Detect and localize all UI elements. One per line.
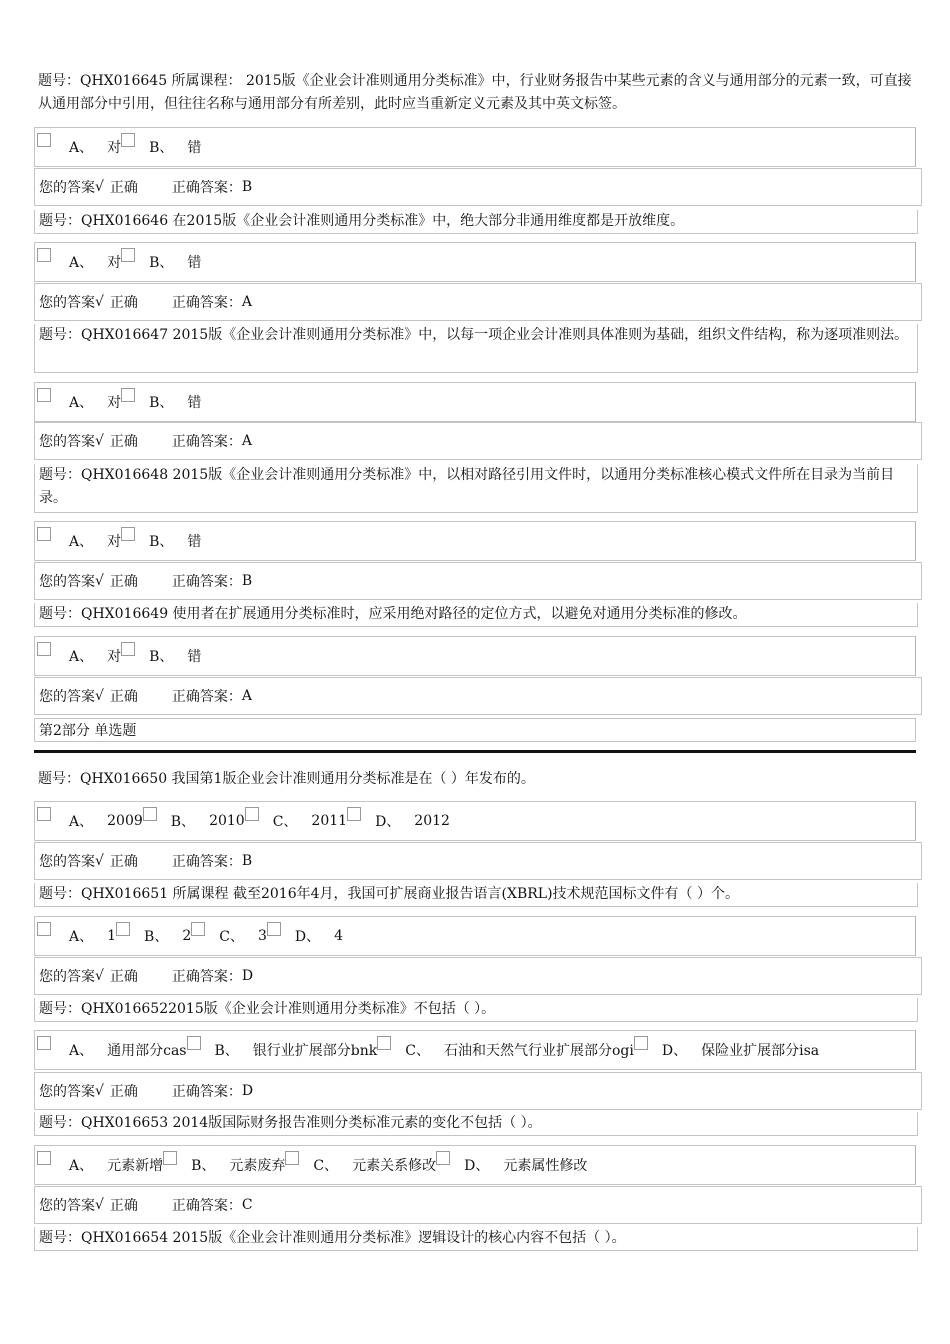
option-row: A、 对 B、 错 bbox=[34, 242, 916, 282]
answer-row: 您的答案 √ 正确 正确答案： A bbox=[34, 677, 922, 715]
section-title: 第2部分 单选题 bbox=[34, 718, 916, 742]
option-checkbox[interactable] bbox=[285, 1151, 299, 1165]
option-checkbox[interactable] bbox=[121, 248, 135, 262]
option-checkbox[interactable] bbox=[37, 922, 51, 936]
option-row: A、 对 B、 错 bbox=[34, 636, 916, 676]
option-checkbox[interactable] bbox=[116, 922, 130, 936]
question-text: 题号：QHX016651 所属课程 截至2016年4月，我国可扩展商业报告语言(XBRL)技术规范国标文件有（ ）个。 bbox=[34, 883, 918, 907]
option-checkbox[interactable] bbox=[191, 922, 205, 936]
option-checkbox[interactable] bbox=[436, 1151, 450, 1165]
option-checkbox[interactable] bbox=[37, 807, 51, 821]
question-text: 题号：QHX016645 所属课程： 2015版《企业会计准则通用分类标准》中，行业财务报告中某些元素的含义与通用部分的元素一致，可直接从通用部分中引用，但往往名称与通用部分有所差别，此时应当重新定义元素及其中英文标签。 bbox=[38, 73, 912, 112]
option-checkbox[interactable] bbox=[37, 248, 51, 262]
option-checkbox[interactable] bbox=[121, 388, 135, 402]
question-text: 题号：QHX016650 我国第1版企业会计准则通用分类标准是在（ ）年发布的。 bbox=[38, 771, 535, 787]
answer-row: 您的答案 √ 正确 正确答案： B bbox=[34, 562, 922, 600]
option-checkbox[interactable] bbox=[37, 642, 51, 656]
option-row: A、 对 B、 错 bbox=[34, 127, 916, 167]
option-checkbox[interactable] bbox=[121, 642, 135, 656]
option-checkbox[interactable] bbox=[377, 1036, 391, 1050]
option-row: A、 元素新增 B、 元素废弃 C、 元素关系修改 D、 元素属性修改 bbox=[34, 1145, 916, 1185]
option-checkbox[interactable] bbox=[37, 1151, 51, 1165]
option-row: A、 2009 B、 2010 C、 2011 D、 2012 bbox=[34, 801, 916, 841]
option-checkbox[interactable] bbox=[163, 1151, 177, 1165]
option-checkbox[interactable] bbox=[37, 1036, 51, 1050]
question-text: 题号：QHX0166522015版《企业会计准则通用分类标准》不包括（ ）。 bbox=[34, 998, 918, 1022]
section-divider bbox=[34, 750, 916, 753]
option-checkbox[interactable] bbox=[187, 1036, 201, 1050]
answer-row: 您的答案 √ 正确 正确答案： B bbox=[34, 168, 922, 206]
answer-row: 您的答案 √ 正确 正确答案： D bbox=[34, 1072, 922, 1110]
question-text: 题号：QHX016647 2015版《企业会计准则通用分类标准》中，以每一项企业会计准则具体准则为基础，组织文件结构，称为逐项准则法。 bbox=[34, 324, 918, 373]
question-text: 题号：QHX016648 2015版《企业会计准则通用分类标准》中，以相对路径引用文件时，以通用分类标准核心模式文件所在目录为当前目录。 bbox=[34, 464, 918, 513]
option-row: A、 1 B、 2 C、 3 D、 4 bbox=[34, 916, 916, 956]
answer-row: 您的答案 √ 正确 正确答案： A bbox=[34, 422, 922, 460]
question-text: 题号：QHX016646 在2015版《企业会计准则通用分类标准》中，绝大部分非通用维度都是开放维度。 bbox=[34, 210, 918, 234]
answer-row: 您的答案 √ 正确 正确答案： D bbox=[34, 957, 922, 995]
answer-row: 您的答案 √ 正确 正确答案： A bbox=[34, 283, 922, 321]
option-checkbox[interactable] bbox=[245, 807, 259, 821]
question-text: 题号：QHX016654 2015版《企业会计准则通用分类标准》逻辑设计的核心内容不包括（ ）。 bbox=[34, 1227, 918, 1251]
option-checkbox[interactable] bbox=[37, 388, 51, 402]
option-checkbox[interactable] bbox=[121, 133, 135, 147]
option-row: A、 对 B、 错 bbox=[34, 382, 916, 422]
question-text: 题号：QHX016649 使用者在扩展通用分类标准时，应采用绝对路径的定位方式，以避免对通用分类标准的修改。 bbox=[34, 603, 918, 627]
option-row: A、 通用部分cas B、 银行业扩展部分bnk C、 石油和天然气行业扩展部分ogi D、 保险业扩展部分isa bbox=[34, 1030, 916, 1070]
question-text: 题号：QHX016653 2014版国际财务报告准则分类标准元素的变化不包括（ ）。 bbox=[34, 1112, 918, 1136]
option-checkbox[interactable] bbox=[37, 527, 51, 541]
answer-row: 您的答案 √ 正确 正确答案： B bbox=[34, 842, 922, 880]
option-checkbox[interactable] bbox=[267, 922, 281, 936]
option-checkbox[interactable] bbox=[143, 807, 157, 821]
option-checkbox[interactable] bbox=[347, 807, 361, 821]
option-row: A、 对 B、 错 bbox=[34, 521, 916, 561]
answer-row: 您的答案 √ 正确 正确答案： C bbox=[34, 1186, 922, 1224]
option-checkbox[interactable] bbox=[121, 527, 135, 541]
option-checkbox[interactable] bbox=[37, 133, 51, 147]
option-checkbox[interactable] bbox=[634, 1036, 648, 1050]
